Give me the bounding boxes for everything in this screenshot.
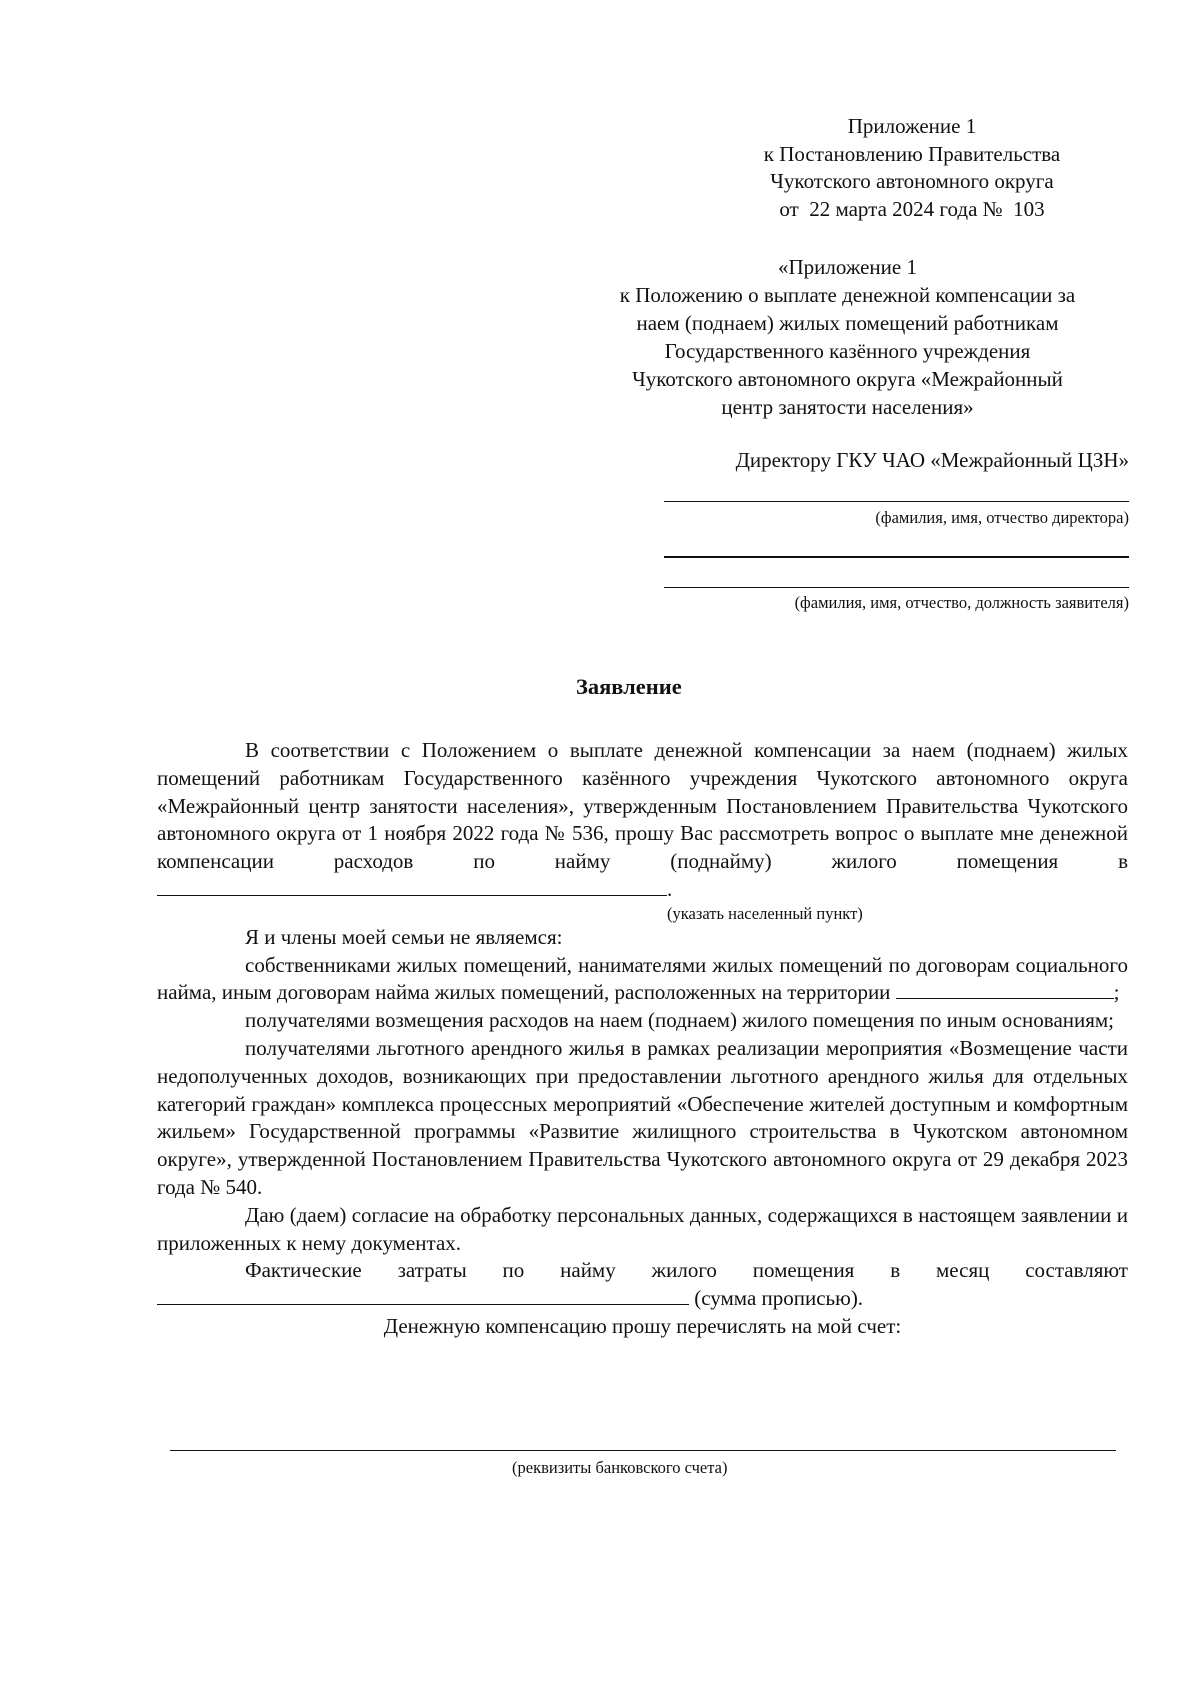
appendix-line-1: «Приложение 1	[778, 255, 917, 279]
paragraph-3: собственниками жилых помещений, нанимателями жилых помещений по договорам социального найма, иным договорам найма жилых помещений, расположенных на территории ;	[157, 952, 1128, 1005]
statement-body	[157, 737, 1128, 1341]
applicant-caption: (фамилия, имя, отчество, должность заявителя)	[794, 593, 1129, 612]
approval-line-2: к Постановлению Правительства	[763, 141, 1061, 166]
paragraph-4: получателями возмещения расходов на наем (поднаем) жилого помещения по иным основаниям;	[245, 1008, 1115, 1033]
appendix-block	[570, 253, 1125, 421]
paragraph-7: Фактические затраты по найму жилого помещения в месяц составляют (сумма прописью).	[157, 1257, 1128, 1313]
appendix-line-6: центр занятости населения»	[721, 395, 974, 419]
approval-line-1: Приложение 1	[847, 114, 977, 138]
applicant-name-line-1	[664, 556, 1129, 558]
appendix-line-5: Чукотского автономного округа «Межрайонный	[632, 367, 1063, 391]
appendix-line-3: наем (поднаем) жилых помещений работникам	[636, 311, 1059, 335]
addressee-to: Директору ГКУ ЧАО «Межрайонный ЦЗН»	[735, 448, 1129, 472]
paragraph-2: Я и члены моей семьи не являемся:	[245, 924, 563, 949]
amount-blank	[157, 1286, 689, 1305]
paragraph-6: Даю (даем) согласие на обработку персональных данных, содержащихся в настоящем заявлении и приложенных к нему документах.	[157, 1202, 1128, 1255]
approval-line-3: Чукотского автономного округа	[770, 169, 1054, 193]
locality-caption: (указать населенный пункт)	[667, 903, 863, 923]
approval-line-4: от 22 марта 2024 года № 103	[779, 196, 1045, 221]
locality-blank	[157, 877, 667, 896]
document-title: Заявление	[576, 674, 682, 699]
paragraph-5: получателями льготного арендного жилья в рамках реализации мероприятия «Возмещение части недополученных доходов, возникающих при предоставлении льготного арендного жилья для отдельных категорий граждан» комплекса процессных мероприятий «Обеспечение жителей доступным и комфортным жильем» Государственной программы «Развитие жилищного строительства в Чукотском автономном округе», утвержденной Постановлением Правительства Чукотского автономного округа от 29 декабря 2023 года № 540.	[157, 1035, 1128, 1199]
bank-caption: (реквизиты банковского счета)	[512, 1458, 728, 1477]
paragraph-1: В соответствии с Положением о выплате денежной компенсации за наем (поднаем) жилых помещений работникам Государственного казённого учреждения Чукотского автономного округа «Межрайонный центр занятости населения», утвержденным Постановлением Правительства Чукотского автономного округа от 1 ноября 2022 года № 536, прошу Вас рассмотреть вопрос о выплате мне денежной компенсации расходов по найму (поднайму) жилого помещения в .	[157, 738, 1128, 901]
bank-details-line	[170, 1450, 1116, 1451]
appendix-line-4: Государственного казённого учреждения	[664, 339, 1031, 363]
director-caption: (фамилия, имя, отчество директора)	[875, 508, 1129, 527]
appendix-line-2: к Положению о выплате денежной компенсации за	[619, 283, 1076, 307]
paragraph-8: Денежную компенсацию прошу перечислять на мой счет:	[383, 1313, 902, 1338]
applicant-name-line-2	[664, 587, 1129, 588]
territory-blank	[896, 980, 1114, 999]
director-name-line	[664, 501, 1129, 502]
approval-block	[712, 113, 1112, 223]
